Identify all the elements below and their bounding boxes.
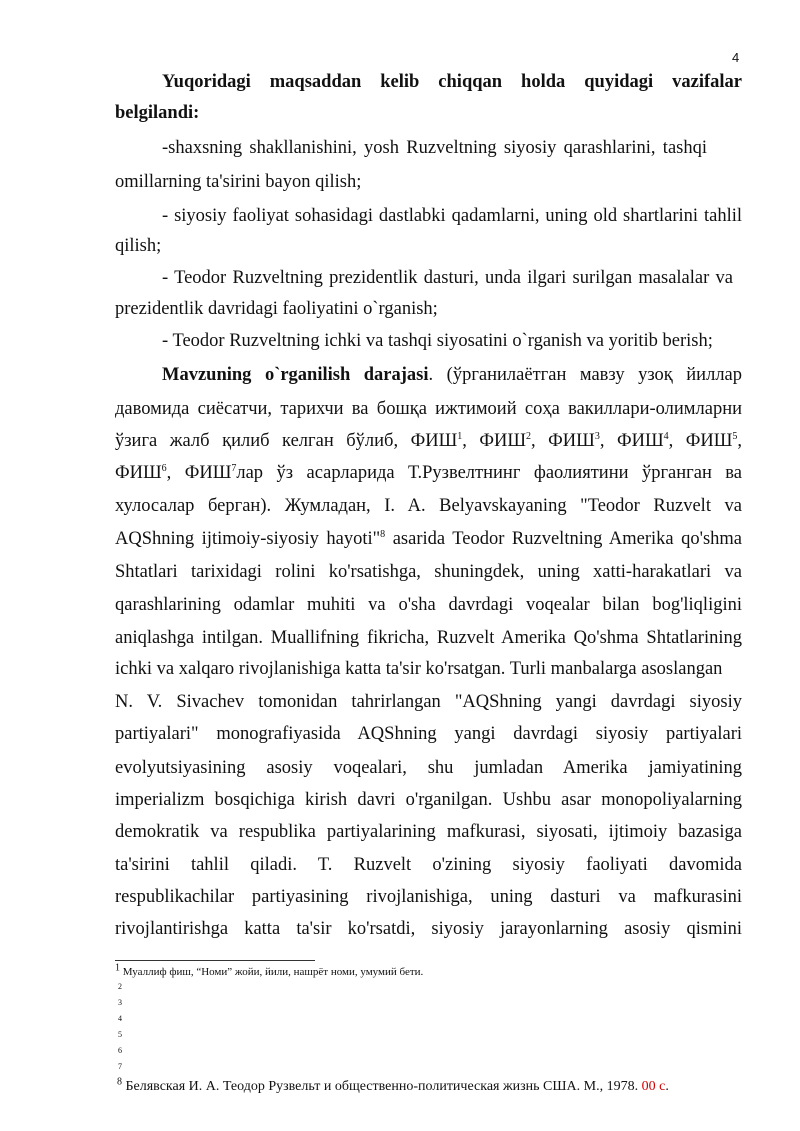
text-line: ta'sirini tahlil qiladi. T. Ruzvelt o'zining siyosiy faoliyati davomida bbox=[115, 855, 742, 875]
text-segment: , ФИШ bbox=[462, 431, 527, 451]
text-line: qarashlarining odamlar muhiti va o'sha davrdagi voqealar bilan bog'liqligini bbox=[115, 595, 742, 615]
text-line: aniqlashga intilgan. Muallifning fikricha, Ruzvelt Amerika Qo'shma Shtatlarining bbox=[115, 628, 742, 648]
footnote-page-placeholder: 00 с bbox=[641, 1079, 666, 1094]
text-segment: , ФИШ bbox=[599, 431, 664, 451]
text-segment: , bbox=[737, 431, 743, 451]
section-title: Mavzuning o`rganilish darajasi bbox=[162, 365, 429, 385]
footnote-7: 7 bbox=[118, 1062, 122, 1071]
text-line: partiyalari" monografiyasida AQShning yangi davrdagi siyosiy partiyalari bbox=[115, 724, 742, 744]
footnote-ref: 5 bbox=[732, 430, 738, 442]
footnote-ref: 2 bbox=[526, 430, 532, 442]
text-line: demokratik va respublika partiyalarining mafkurasi, siyosati, ijtimoiy bazasiga bbox=[115, 822, 742, 842]
footnote-ref: 8 bbox=[380, 528, 386, 540]
text-line: evolyutsiyasining asosiy voqealari, shu jumladan Amerika jamiyatining bbox=[115, 758, 742, 778]
footnote-2: 2 bbox=[118, 982, 122, 991]
text-segment: лар ўз асарларида Т.Рузвелтнинг фаолиятини ўрганган ва bbox=[236, 463, 742, 483]
footnote-4: 4 bbox=[118, 1014, 122, 1023]
text-line: хулосалар берган). Жумладан, I. A. Belyavskayaning "Teodor Ruzvelt va bbox=[115, 496, 742, 516]
text-segment: , ФИШ bbox=[531, 431, 595, 451]
text-line: -shaxsning shakllanishini, yosh Ruzveltning siyosiy qarashlarini, tashqi bbox=[162, 138, 707, 158]
text-line: давомида сиёсатчи, тарихчи ва бошқа ижтимоий соҳа вакиллари-олимларни bbox=[115, 399, 742, 419]
text-line bbox=[115, 530, 742, 549]
footnote-separator bbox=[115, 960, 315, 961]
heading-text: Yuqoridagi maqsaddan kelib chiqqan holda quyidagi vazifalar bbox=[162, 72, 742, 92]
text-line: ichki va xalqaro rivojlanishiga katta ta'sir ko'rsatgan. Turli manbalarga asoslangan bbox=[115, 659, 723, 679]
footnote-text: Муаллиф фиш, “Номи” жойи, йили, нашрёт номи, умумий бети. bbox=[122, 966, 424, 978]
footnote-ref: 3 bbox=[594, 430, 600, 442]
text-line: respublikachilar partiyasining rivojlanishiga, uning dasturi va mafkurasini bbox=[115, 887, 742, 907]
footnote-number: 8 bbox=[117, 1076, 122, 1088]
text-line: N. V. Sivachev tomonidan tahrirlangan "AQShning yangi davrdagi siyosiy bbox=[115, 692, 742, 712]
text-line: imperializm bosqichiga kirish davri o'rganilgan. Ushbu asar monopoliyalarning bbox=[115, 790, 742, 810]
footnote-ref: 4 bbox=[663, 430, 669, 442]
footnote-text: Белявская И. А. Теодор Рузвельт и общественно-политическая жизнь США. М., 1978. bbox=[122, 1079, 642, 1094]
heading-text: belgilandi: bbox=[115, 103, 200, 123]
text-line: rivojlantirishga katta ta'sir ko'rsatdi, siyosiy jarayonlarning asosiy qismini bbox=[115, 919, 742, 939]
text-line: prezidentlik davridagi faoliyatini o`rganish; bbox=[115, 299, 438, 319]
page-number: 4 bbox=[732, 50, 740, 65]
text-line: omillarning ta'sirini bayon qilish; bbox=[115, 172, 362, 192]
text-line bbox=[115, 432, 742, 451]
text-segment: , ФИШ bbox=[668, 431, 733, 451]
footnote-end: . bbox=[665, 1079, 669, 1094]
text-line bbox=[162, 73, 742, 92]
footnote-ref: 1 bbox=[457, 430, 463, 442]
text-segment: ФИШ bbox=[115, 463, 162, 483]
text-segment: AQShning ijtimoiy-siyosiy hayoti" bbox=[115, 529, 381, 549]
footnote-number: 1 bbox=[115, 962, 120, 974]
text-line: - Teodor Ruzveltning ichki va tashqi siyosatini o`rganish va yoritib berish; bbox=[162, 331, 713, 351]
footnote-1 bbox=[115, 962, 424, 978]
text-segment: , ФИШ bbox=[166, 463, 232, 483]
text-segment: . (ўрганилаётган мавзу узоқ йиллар bbox=[428, 365, 743, 385]
text-line bbox=[162, 366, 742, 385]
footnote-ref: 6 bbox=[161, 462, 167, 474]
text-line: - Teodor Ruzveltning prezidentlik dasturi, unda ilgari surilgan masalalar va bbox=[162, 268, 733, 288]
text-segment: asarida Teodor Ruzveltning Amerika qo'shma bbox=[385, 529, 742, 549]
footnote-8 bbox=[117, 1076, 669, 1095]
footnote-5: 5 bbox=[118, 1030, 122, 1039]
footnote-6: 6 bbox=[118, 1046, 122, 1055]
text-segment: ўзига жалб қилиб келган бўлиб, ФИШ bbox=[115, 431, 458, 451]
text-line: Shtatlari tarixidagi rolini ko'rsatishga, shuningdek, uning xatti-harakatlari va bbox=[115, 562, 742, 582]
text-line bbox=[115, 104, 199, 123]
footnote-ref: 7 bbox=[231, 462, 237, 474]
text-line bbox=[115, 464, 742, 483]
footnote-3: 3 bbox=[118, 998, 122, 1007]
text-line: qilish; bbox=[115, 236, 162, 256]
text-line: - siyosiy faoliyat sohasidagi dastlabki qadamlarni, uning old shartlarini tahlil bbox=[162, 206, 742, 226]
